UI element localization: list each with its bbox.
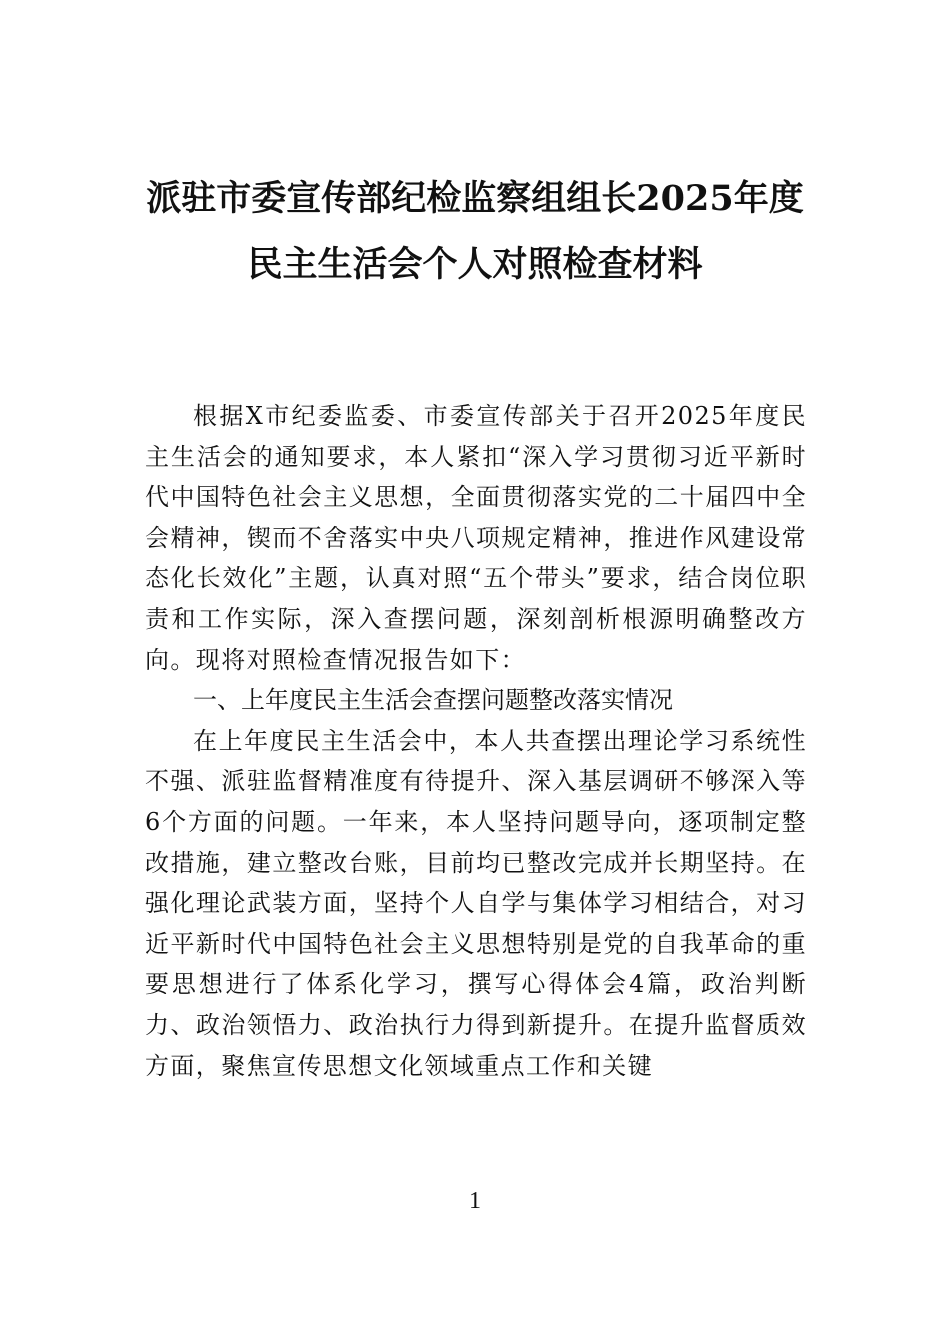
section-heading: 一、上年度民主生活会查摆问题整改落实情况 [193,686,673,715]
document-title [140,166,810,298]
page-number: 1 [469,1188,481,1214]
title-line-1: 派驻市委宣传部纪检监察组组长2025年度 [146,178,804,219]
title-line-2: 民主生活会个人对照检查材料 [247,244,703,285]
intro-paragraph: 根据X市纪委监委、市委宣传部关于召开2025年度民主生活会的通知要求，本人紧扣“深入学习贯彻习近平新时代中国特色社会主义思想，全面贯彻落实党的二十届四中全会精神，锲而不舍落实中央八项规定精神，推进作风建设常态化长效化”主题，认真对照“五个带头”要求，结合岗位职责和工作实际，深入查摆问题，深刻剖析根源明确整改方向。现将对照检查情况报告如下： [145,402,807,674]
section-paragraph: 在上年度民主生活会中，本人共查摆出理论学习系统性不强、派驻监督精准度有待提升、深入基层调研不够深入等6个方面的问题。一年来，本人坚持问题导向，逐项制定整改措施，建立整改台账，目前均已整改完成并长期坚持。在强化理论武装方面，坚持个人自学与集体学习相结合，对习近平新时代中国特色社会主义思想特别是党的自我革命的重要思想进行了体系化学习，撰写心得体会4篇，政治判断力、政治领悟力、政治执行力得到新提升。在提升监督质效方面，聚焦宣传思想文化领域重点工作和关键 [145,726,807,1080]
document-body [145,396,807,1086]
